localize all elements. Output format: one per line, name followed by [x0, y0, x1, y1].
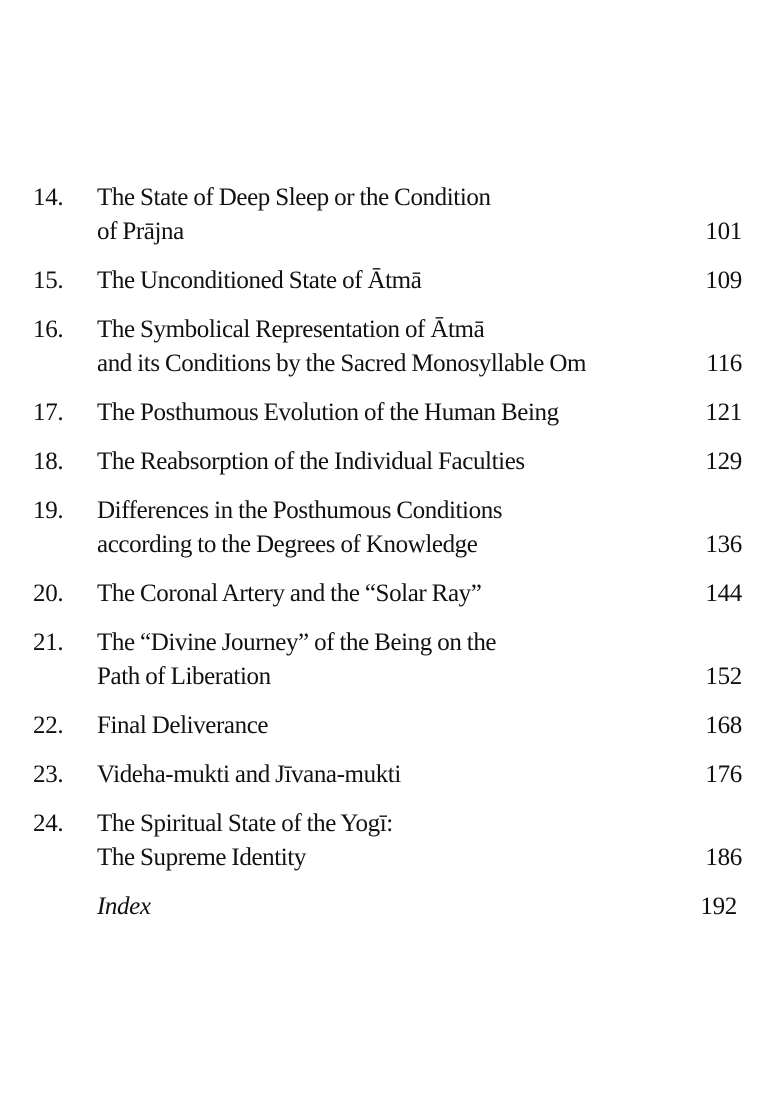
page-number: 136 [705, 531, 742, 558]
chapter-title-line: The “Divine Journey” of the Being on the [97, 629, 497, 656]
toc-entry-18 [0, 445, 780, 479]
chapter-title-line: The Unconditioned State of Ātmā [97, 267, 422, 294]
toc-entry-index [0, 890, 780, 924]
chapter-title [97, 264, 677, 298]
page-number: 121 [705, 399, 742, 426]
page-number: 129 [705, 448, 742, 475]
chapter-number: 19. [33, 497, 64, 524]
chapter-title [97, 313, 677, 381]
chapter-title [97, 181, 677, 249]
chapter-title [97, 396, 677, 430]
chapter-title [97, 494, 677, 562]
toc-entry-24 [0, 807, 780, 875]
page-number: 109 [705, 267, 742, 294]
chapter-title-line: Final Deliverance [97, 712, 269, 739]
chapter-title [97, 626, 677, 694]
chapter-title-line: The Symbolical Representation of Ātmā [97, 316, 485, 343]
toc-entry-23 [0, 758, 780, 792]
chapter-title-line: The Supreme Identity [97, 844, 306, 871]
toc-entry-19 [0, 494, 780, 562]
page-number: 116 [706, 350, 742, 377]
chapter-title-line: Path of Liberation [97, 663, 271, 690]
toc-entry-14 [0, 181, 780, 249]
toc-entry-21 [0, 626, 780, 694]
chapter-title-line: The Reabsorption of the Individual Faculties [97, 448, 525, 475]
chapter-title [97, 577, 677, 611]
chapter-title-line: The Posthumous Evolution of the Human Being [97, 399, 559, 426]
toc-entry-20 [0, 577, 780, 611]
page-number: 176 [705, 761, 742, 788]
chapter-title [97, 445, 677, 479]
chapter-title-line: and its Conditions by the Sacred Monosyllable Om [97, 350, 587, 377]
chapter-number: 16. [33, 316, 64, 343]
chapter-number: 21. [33, 629, 64, 656]
toc-entry-15 [0, 264, 780, 298]
index-title [97, 890, 677, 924]
toc-entry-16 [0, 313, 780, 381]
chapter-title-line: The Coronal Artery and the “Solar Ray” [97, 580, 482, 607]
page-number: 152 [705, 663, 742, 690]
page-number: 168 [705, 712, 742, 739]
chapter-number: 22. [33, 712, 64, 739]
chapter-number: 18. [33, 448, 64, 475]
chapter-title [97, 758, 677, 792]
chapter-title-line: of Prājna [97, 218, 184, 245]
chapter-title [97, 709, 677, 743]
chapter-title-line: Differences in the Posthumous Conditions [97, 497, 503, 524]
chapter-number: 24. [33, 810, 64, 837]
chapter-number: 17. [33, 399, 64, 426]
chapter-number: 14. [33, 184, 64, 211]
page-number: 186 [705, 844, 742, 871]
chapter-title [97, 807, 677, 875]
chapter-number: 15. [33, 267, 64, 294]
page-number: 144 [705, 580, 742, 607]
index-label: Index [97, 893, 151, 920]
chapter-title-line: Videha-mukti and Jīvana-mukti [97, 761, 401, 788]
toc-entry-22 [0, 709, 780, 743]
page-number: 192 [700, 893, 737, 920]
chapter-number: 23. [33, 761, 64, 788]
chapter-title-line: according to the Degrees of Knowledge [97, 531, 478, 558]
page-number: 101 [705, 218, 742, 245]
chapter-title-line: The State of Deep Sleep or the Condition [97, 184, 491, 211]
table-of-contents [0, 181, 780, 939]
toc-entry-17 [0, 396, 780, 430]
chapter-number: 20. [33, 580, 64, 607]
chapter-title-line: The Spiritual State of the Yogī: [97, 810, 393, 837]
